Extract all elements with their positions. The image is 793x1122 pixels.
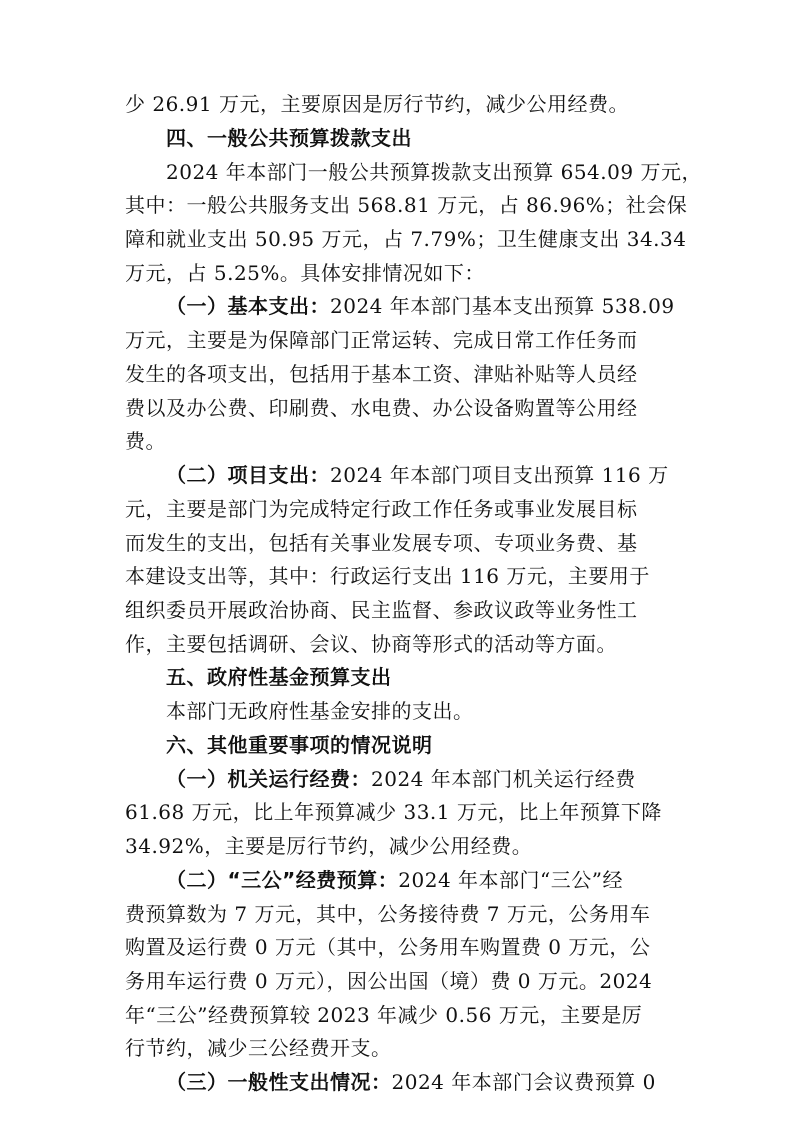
para-line: [125, 328, 638, 352]
para-line: [125, 564, 650, 588]
para-line: [125, 834, 532, 858]
text-segment: 费以及办公费、印刷费、水电费、办公设备购置等公用经: [125, 396, 638, 420]
subsection-line: [166, 463, 669, 487]
para-line: [125, 193, 687, 217]
section-heading: [166, 665, 392, 689]
text-segment: 万元，主要是为保障部门正常运转、完成日常工作任务而: [125, 328, 638, 352]
text-segment: 年“三公”经费预算较 2023 年减少 0.56 万元，主要是厉: [125, 1003, 643, 1027]
section-heading: [166, 733, 433, 757]
bold-label: 四、一般公共预算拨款支出: [166, 126, 412, 150]
para-line: [125, 429, 166, 453]
text-segment: 61.68 万元，比上年预算减少 33.1 万元，比上年预算下降: [125, 800, 662, 824]
para-line: [125, 531, 638, 555]
bold-label: （二）项目支出：: [166, 463, 330, 487]
text-segment: 行节约，减少三公经费开支。: [125, 1036, 392, 1060]
subsection-line: [166, 767, 636, 791]
text-segment: 购置及运行费 0 万元（其中，公务用车购置费 0 万元，公: [125, 935, 651, 959]
text-segment: 本部门无政府性基金安排的支出。: [166, 699, 474, 723]
para-line: [125, 362, 638, 386]
para-line: [125, 396, 638, 420]
para-line: [166, 699, 474, 723]
para-line: [125, 969, 652, 993]
subsection-line: [166, 294, 675, 318]
text-segment: 34.92%，主要是厉行节约，减少公用经费。: [125, 834, 533, 858]
text-segment: 2024 年本部门基本支出预算 538.09: [330, 294, 675, 318]
bold-label: （二）“三公”经费预算：: [166, 868, 399, 892]
para-line: [125, 800, 662, 824]
para-line: [125, 227, 686, 251]
bold-label: （三）一般性支出情况：: [166, 1070, 392, 1094]
subsection-line: [166, 868, 623, 892]
text-segment: 2024 年本部门“三公”经: [398, 868, 624, 892]
text-segment: 而发生的支出，包括有关事业发展专项、专项业务费、基: [125, 531, 638, 555]
para-line: [125, 902, 650, 926]
para-line: [125, 935, 650, 959]
text-segment: 费预算数为 7 万元，其中，公务接待费 7 万元，公务用车: [125, 902, 651, 926]
text-segment: 少 26.91 万元，主要原因是厉行节约，减少公用经费。: [125, 92, 629, 116]
text-segment: 障和就业支出 50.95 万元，占 7.79%；卫生健康支出 34.34: [125, 227, 687, 251]
para-line: [166, 160, 702, 184]
text-segment: 本建设支出等，其中：行政运行支出 116 万元，主要用于: [125, 564, 650, 588]
subsection-line: [166, 1070, 656, 1094]
bold-label: （一）机关运行经费：: [166, 767, 371, 791]
text-segment: 2024 年本部门一般公共预算拨款支出预算 654.09 万元，: [166, 160, 702, 184]
bold-label: 五、政府性基金预算支出: [166, 665, 392, 689]
text-segment: 务用车运行费 0 万元），因公出国（境）费 0 万元。2024: [125, 969, 653, 993]
text-segment: 2024 年本部门会议费预算 0: [391, 1070, 656, 1094]
para-line: [125, 261, 485, 285]
para-line: [125, 1036, 392, 1060]
text-segment: 作，主要包括调研、会议、协商等形式的活动等方面。: [125, 632, 617, 656]
bold-label: 六、其他重要事项的情况说明: [166, 733, 433, 757]
text-segment: 费。: [125, 429, 166, 453]
bold-label: （一）基本支出：: [166, 294, 330, 318]
para-line: [125, 92, 629, 116]
text-segment: 万元，占 5.25%。具体安排情况如下：: [125, 261, 485, 285]
para-line: [125, 598, 638, 622]
text-segment: 2024 年本部门项目支出预算 116 万: [330, 463, 669, 487]
para-line: [125, 632, 617, 656]
text-segment: 其中：一般公共服务支出 568.81 万元，占 86.96%；社会保: [125, 193, 688, 217]
para-line: [125, 497, 638, 521]
para-line: [125, 1003, 642, 1027]
text-segment: 元，主要是部门为完成特定行政工作任务或事业发展目标: [125, 497, 638, 521]
text-segment: 组织委员开展政治协商、民主监督、参政议政等业务性工: [125, 598, 638, 622]
text-segment: 发生的各项支出，包括用于基本工资、津贴补贴等人员经: [125, 362, 638, 386]
section-heading: [166, 126, 412, 150]
text-segment: 2024 年本部门机关运行经费: [371, 767, 636, 791]
